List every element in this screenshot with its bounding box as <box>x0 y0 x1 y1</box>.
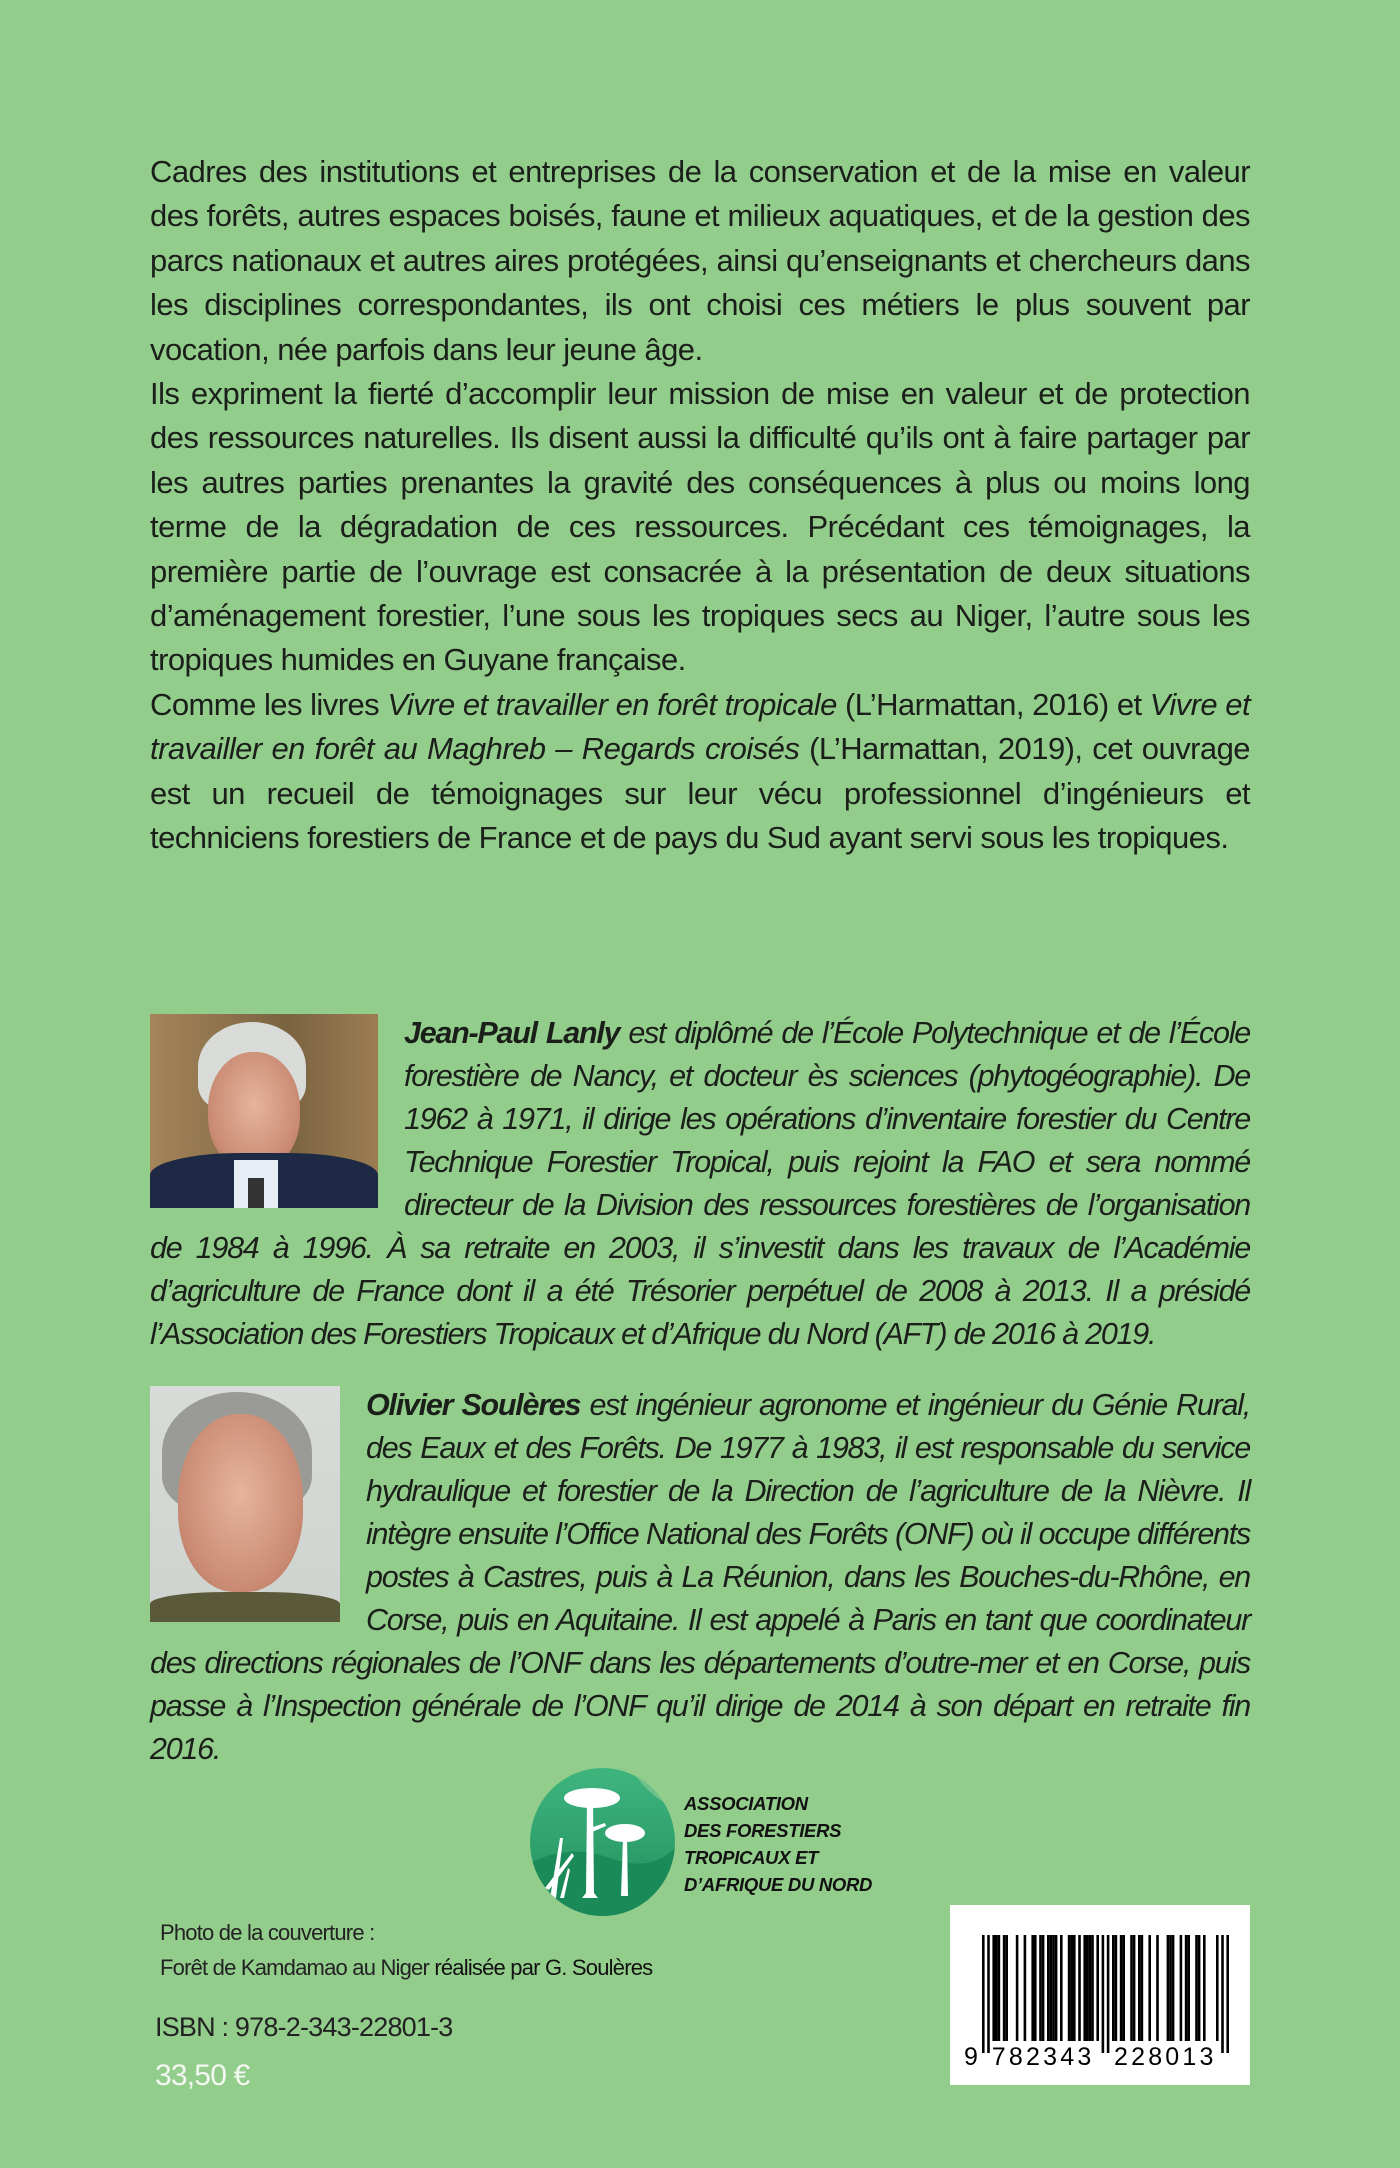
barcode-bar <box>1185 1935 1188 2041</box>
barcode-bar <box>1226 1935 1229 2053</box>
barcode-bar <box>1083 1935 1086 2041</box>
barcode-bar <box>1172 1935 1175 2041</box>
barcode-bar <box>1138 1935 1141 2041</box>
barcode-bar <box>1198 1935 1201 2041</box>
barcode-bar <box>1122 1935 1125 2041</box>
author-name-lanly: Jean-Paul Lanly <box>404 1016 620 1050</box>
barcode-bar <box>992 1935 995 2041</box>
barcode-bar <box>1115 1935 1118 2041</box>
barcode-bar <box>1187 1935 1190 2041</box>
barcode-bar <box>1031 1935 1034 2041</box>
barcode-bar <box>1003 1935 1006 2041</box>
barcode-digits: 228013 <box>1114 2043 1217 2071</box>
barcode-bar <box>1141 1935 1144 2041</box>
barcode-bar <box>1055 1935 1058 2041</box>
aft-logo-text <box>684 1790 872 1898</box>
barcode-bar <box>1086 1935 1089 2041</box>
barcode-bar <box>1068 1935 1071 2041</box>
author-name-souleres: Olivier Soulères <box>366 1388 581 1422</box>
barcode-bar <box>1102 1935 1105 2053</box>
author-bio-text: est diplômé de l’École Polytechnique et de l’École forestière de Nancy, et docteur ès sciences (phytogéographie). De 1962 à 1971, il dirige les opérations d’inventaire forestier du Centre Technique Forestier Tropical, puis rejoint la FAO et sera nommé directeur de la Division des ressources forestières de l’organisation de 1984 à 1996. À sa retraite en 2003, il s’investit dans les travaux de l’Académie d’agriculture de France dont il a été Trésorier perpétuel de 2008 à 2013. Il a présidé l’Association des Forestiers Tropicaux et d’Afrique du Nord (AFT) de 2016 à 2019. <box>150 1016 1250 1351</box>
author-bio-soulères <box>150 1384 1250 1771</box>
barcode-digits: 9 <box>964 2043 982 2071</box>
barcode-bar <box>1096 1935 1099 2041</box>
isbn: ISBN : 978-2-343-22801-3 <box>155 2012 453 2042</box>
tree-icon <box>530 1768 675 1916</box>
barcode-bar <box>987 1935 990 2053</box>
description-paragraph-3 <box>150 683 1250 861</box>
barcode-bar <box>1216 1935 1219 2041</box>
barcode-bar <box>1107 1935 1110 2053</box>
barcode-bar <box>1052 1935 1055 2041</box>
barcode-bar <box>1042 1935 1045 2041</box>
credit-label: Photo de la couverture : <box>160 1920 375 1945</box>
credit-author: réalisée par G. Soulères <box>434 1955 653 1980</box>
barcode-bar <box>1167 1935 1170 2041</box>
barcode-bar <box>1133 1935 1136 2041</box>
logo-line: TROPICAUX ET <box>684 1847 819 1868</box>
barcode-bar <box>1039 1935 1042 2041</box>
logo-line: DES FORESTIERS <box>684 1820 842 1841</box>
barcode-bar <box>1130 1935 1133 2041</box>
description-paragraph-2: Ils expriment la fierté d’accomplir leur mission de mise en valeur et de protection des ressources naturelles. Ils disent aussi la difficulté qu’ils ont à faire partager par les autres parties prenantes la gravité des conséquences à plus ou moins long terme de la dégradation de ces ressources. Précédant ces témoignages, la première partie de l’ouvrage est consacrée à la présentation de deux situations d’aménagement forestier, l’une sous les tropiques secs au Niger, l’autre sous les tropiques humides en Guyane française. <box>150 376 1250 678</box>
barcode-bar <box>1070 1935 1073 2041</box>
credit-text: Forêt de Kamdamao au Niger <box>160 1955 435 1980</box>
barcode-bar <box>1047 1935 1050 2041</box>
barcode-digits: 782343 <box>991 2043 1095 2071</box>
barcode-bar <box>1016 1935 1019 2041</box>
text: Comme les livres <box>150 686 388 722</box>
barcode-bar <box>1024 1935 1027 2041</box>
barcode-bar <box>1091 1935 1094 2041</box>
book-title-1: Vivre et travailler en forêt tropicale <box>387 686 837 722</box>
barcode-bar <box>1060 1935 1063 2041</box>
barcode-bar <box>1203 1935 1206 2041</box>
author-bio-lanly <box>150 1012 1250 1356</box>
description-paragraph-1: Cadres des institutions et entreprises de la conservation et de la mise en valeur des forêts, autres espaces boisés, faune et milieux aquatiques, et de la gestion des parcs nationaux et autres aires protégées, ainsi qu’enseignants et chercheurs dans les disciplines correspondantes, ils ont choisi ces métiers le plus souvent par vocation, née parfois dans leur jeune âge. <box>150 154 1250 367</box>
barcode-bar <box>1195 1935 1198 2041</box>
barcode-bar <box>982 1935 985 2053</box>
barcode-bar <box>1120 1935 1123 2041</box>
barcode-bar <box>1078 1935 1081 2041</box>
barcode-bar <box>995 1935 998 2041</box>
author-bio-text: est ingénieur agronome et ingénieur du Génie Rural, des Eaux et des Forêts. De 1977 à 1983, il est responsable du service hydraulique et forestier de la Direction de l’agriculture de la Nièvre. Il intègre ensuite l’Office National des Forêts (ONF) où il occupe différents postes à Castres, puis à La Réunion, dans les Bouches-du-Rhône, en Corse, puis en Aquitaine. Il est appelé à Paris en tant que coordinateur des directions régionales de l’ONF dans les départements d’outre-mer et en Corse, puis passe à l’Inspection générale de l’ONF qu’il dirige de 2014 à son départ en retraite fin 2016. <box>150 1388 1250 1766</box>
barcode <box>950 1905 1250 2085</box>
cover-photo-credit <box>160 1915 652 1985</box>
text: (L’Harmattan, 2016) et <box>836 686 1150 722</box>
barcode-bar <box>1148 1935 1151 2041</box>
aft-logo <box>530 1768 675 1916</box>
author-photo-souleres <box>150 1386 340 1622</box>
price: 33,50 € <box>155 2059 250 2092</box>
barcode-bar <box>1050 1935 1053 2041</box>
barcode-bar <box>1089 1935 1092 2041</box>
barcode-bar <box>1180 1935 1183 2041</box>
barcode-bar <box>1034 1935 1037 2041</box>
barcode-bars <box>950 1905 1250 2085</box>
barcode-bar <box>1156 1935 1159 2041</box>
barcode-bar <box>998 1935 1001 2041</box>
barcode-bar <box>1169 1935 1172 2041</box>
barcode-bar <box>1112 1935 1115 2041</box>
book-title-2: Vivre et travailler en forêt au Maghreb – Regards croisés <box>150 686 1251 767</box>
barcode-bar <box>1221 1935 1224 2053</box>
barcode-bar <box>1073 1935 1076 2041</box>
logo-line: ASSOCIATION <box>684 1793 808 1814</box>
text: (L’Harmattan, 2019), cet ouvrage est un recueil de témoignages sur leur vécu professionnel d’ingénieurs et techniciens forestiers de France et de pays du Sud ayant servi sous les tropiques. <box>150 731 1250 856</box>
barcode-bar <box>1005 1935 1008 2041</box>
back-cover-description <box>150 150 1250 861</box>
logo-line: D’AFRIQUE DU NORD <box>684 1874 873 1895</box>
author-photo-lanly <box>150 1014 378 1208</box>
